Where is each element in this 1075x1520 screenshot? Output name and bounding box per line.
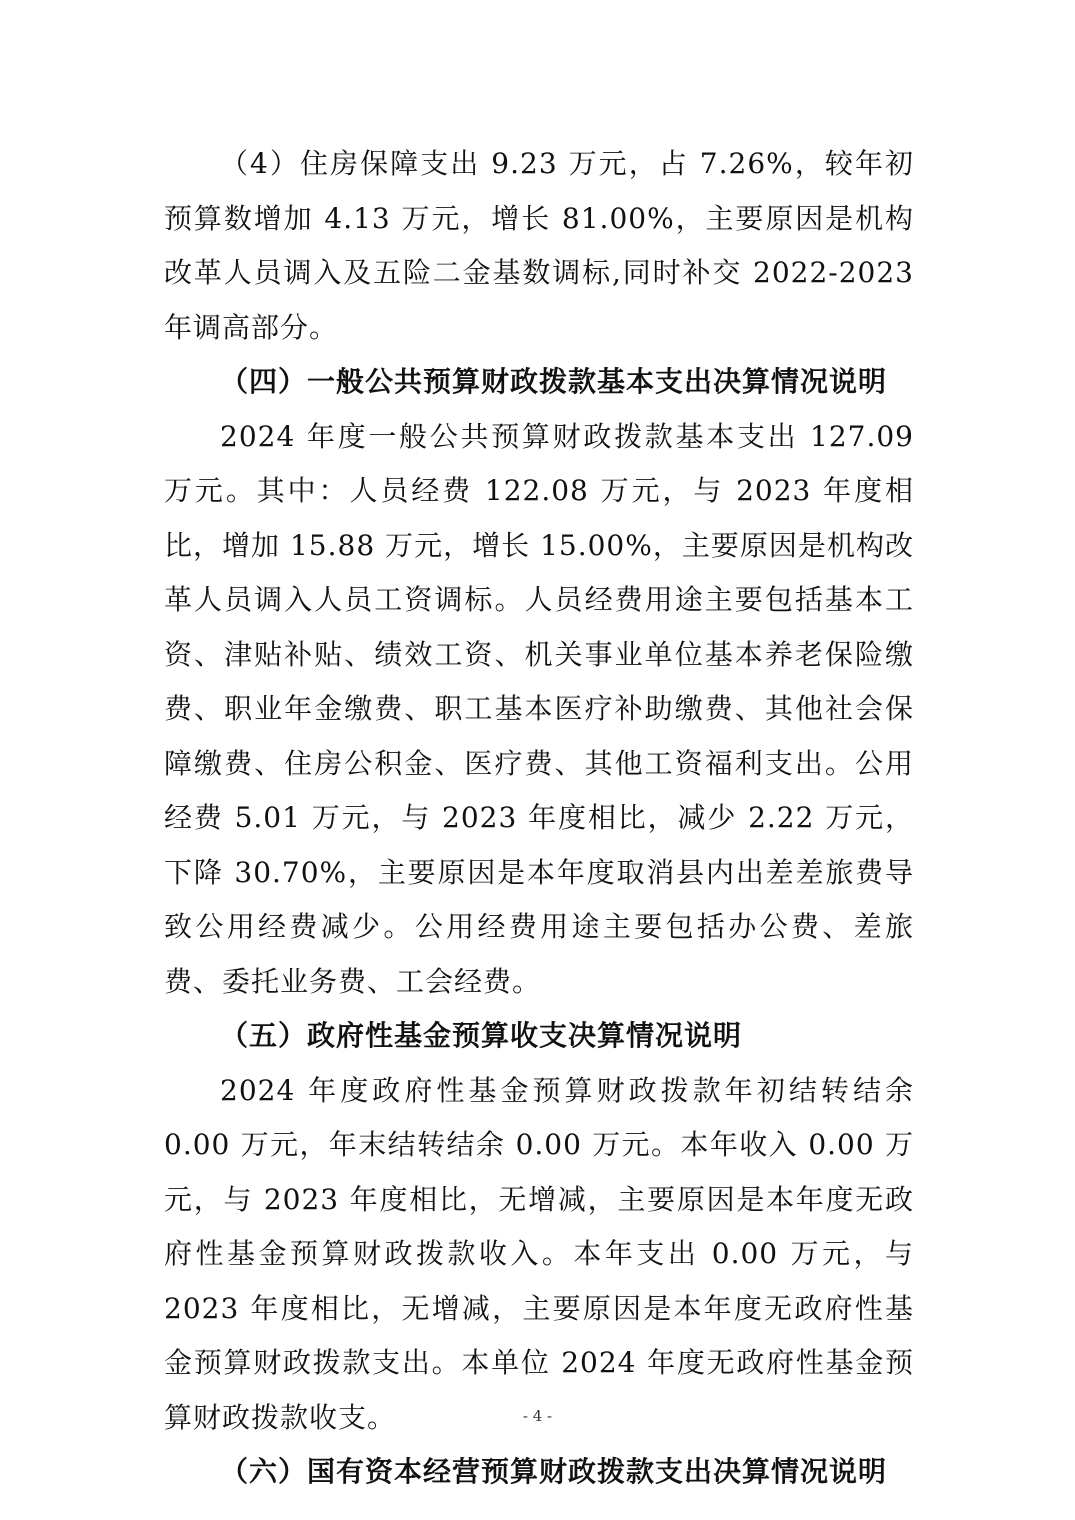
document-body <box>164 137 914 1500</box>
paragraph-government-fund: 2024 年度政府性基金预算财政拨款年初结转结余 0.00 万元，年末结转结余 0.00 万元。本年收入 0.00 万元，与 2023 年度相比，无增减，主要原因是本年度无政府性基金预算财政拨款收入。本年支出 0.00 万元，与 2023 年度相比，无增减，主要原因是本年度无政府性基金预算财政拨款支出。本单位 2024 年度无政府性基金预算财政拨款收支。 <box>164 1073 914 1434</box>
page-number: - 4 - <box>522 1407 553 1425</box>
paragraph-basic-expenditure: 2024 年度一般公共预算财政拨款基本支出 127.09 万元。其中：人员经费 122.08 万元，与 2023 年度相比，增加 15.88 万元，增长 15.00%，主要原因是机构改革人员调入人员工资调标。人员经费用途主要包括基本工资、津贴补贴、绩效工资、机关事业单位基本养老保险缴费、职业年金缴费、职工基本医疗补助缴费、其他社会保障缴费、住房公积金、医疗费、其他工资福利支出。公用经费 5.01 万元，与 2023 年度相比，减少 2.22 万元，下降 30.70%，主要原因是本年度取消县内出差差旅费导致公用经费减少。公用经费用途主要包括办公费、差旅费、委托业务费、工会经费。 <box>164 419 914 998</box>
paragraph-housing-expenditure: （4）住房保障支出 9.23 万元，占 7.26%，较年初预算数增加 4.13 万元，增长 81.00%，主要原因是机构改革人员调入及五险二金基数调标,同时补交 2022-2023 年调高部分。 <box>164 147 914 344</box>
section-heading-government-fund: （五）政府性基金预算收支决算情况说明 <box>220 1019 743 1052</box>
section-heading-basic-expenditure: （四）一般公共预算财政拨款基本支出决算情况说明 <box>220 365 888 398</box>
section-heading-state-capital: （六）国有资本经营预算财政拨款支出决算情况说明 <box>220 1455 888 1488</box>
